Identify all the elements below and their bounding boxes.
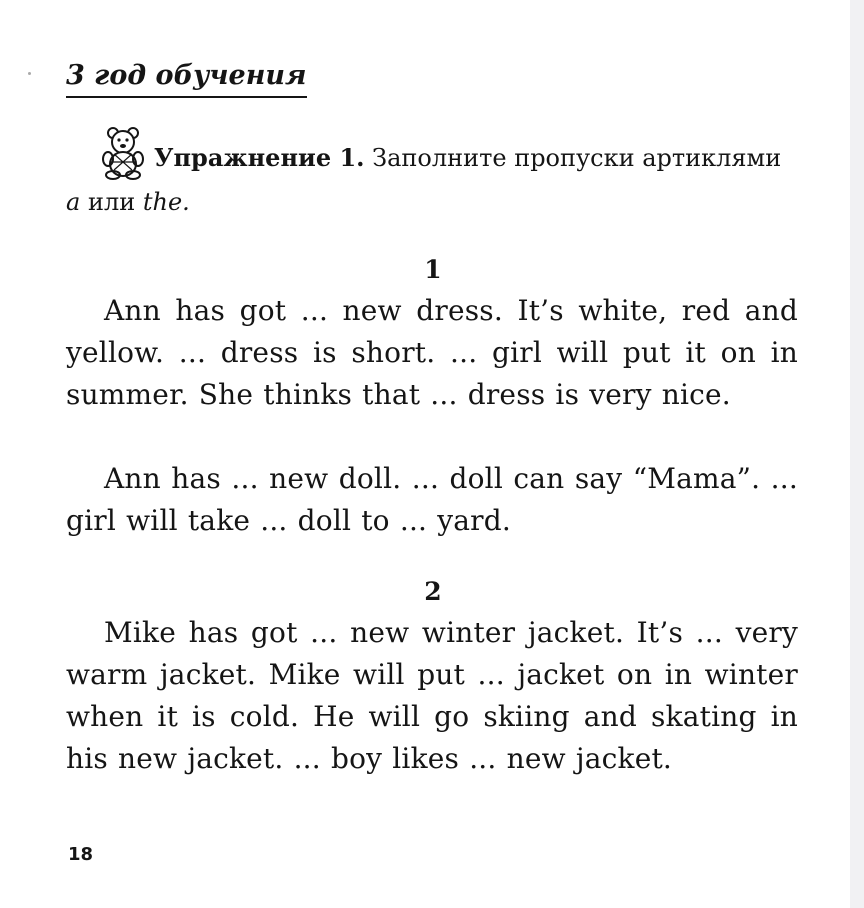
text-number-1: 1 [424,255,442,284]
text-1-paragraph-2: Ann has ... new doll. ... doll can say “Mama”. ... girl will take ... doll to ... yard. [66,462,798,537]
or-word: или [87,188,136,216]
teddy-bear-icon [100,126,146,180]
text-number-2: 2 [424,577,442,606]
exercise-instruction [66,126,800,224]
article-the: the. [142,188,190,216]
page-edge-shadow [850,0,864,908]
exercise-label: Упражнение 1. [154,143,365,172]
scan-speck [28,72,31,75]
article-a: a [66,188,81,216]
exercise-instruction-text: Заполните пропуски артиклями [372,144,782,172]
text-1-paragraph-1: Ann has got ... new dress. It’s white, red and yellow. ... dress is short. ... girl will put it on in summer. She thinks that ... dress is very nice. [66,294,798,411]
section-title: 3 год обучения [66,58,307,98]
text-2-paragraph-1: Mike has got ... new winter jacket. It’s ... very warm jacket. Mike will put ... jacket on in winter when it is cold. He will go skiing and skating in his new jacket. ... boy likes ... new jacket. [66,616,798,775]
page-number: 18 [68,844,94,865]
